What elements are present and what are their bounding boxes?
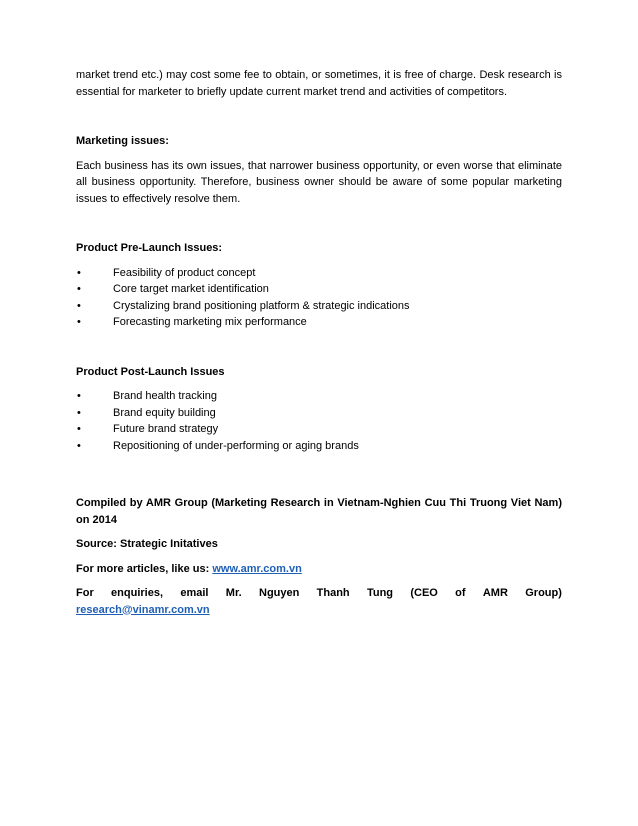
articles-prefix: For more articles, like us: bbox=[76, 562, 213, 575]
compiled-by-text: Compiled by AMR Group (Marketing Research in Vietnam-Nghien Cuu Thi Truong Viet Nam) on 2014 bbox=[76, 497, 562, 526]
list-item bbox=[76, 281, 562, 298]
list-item bbox=[76, 405, 562, 422]
enquiries-word: email bbox=[180, 587, 209, 599]
enquiries-word: For bbox=[76, 587, 94, 599]
bullet-icon: • bbox=[77, 283, 81, 295]
bullet-icon: • bbox=[77, 316, 81, 328]
bullet-icon: • bbox=[77, 266, 81, 279]
enquiries-word: Tung bbox=[366, 587, 394, 599]
enquiries-word: Nguyen bbox=[259, 587, 300, 599]
list-item-text: Future brand strategy bbox=[113, 423, 219, 435]
list-item-text: Core target market identification bbox=[113, 283, 269, 295]
list-item bbox=[76, 298, 562, 315]
enquiries-word: Mr. bbox=[225, 587, 242, 599]
pre-launch-list bbox=[76, 265, 562, 331]
enquiries-word: AMR bbox=[482, 587, 508, 599]
email-line bbox=[76, 602, 562, 619]
enquiries-word: Group) bbox=[525, 587, 562, 599]
intro-paragraph: market trend etc.) may cost some fee to obtain, or sometimes, it is free of charge. Desk research is essential for marketer to briefly update current market trend and activities of competitors. bbox=[76, 69, 562, 98]
amr-website-link[interactable]: www.amr.com.vn bbox=[212, 562, 302, 575]
enquiries-word: enquiries, bbox=[111, 587, 164, 599]
list-item-text: Feasibility of product concept bbox=[113, 266, 256, 279]
marketing-issues-heading: Marketing issues: bbox=[76, 135, 169, 147]
list-item bbox=[76, 438, 562, 455]
enquiries-word: Thanh bbox=[316, 587, 350, 599]
marketing-issues-paragraph: Each business has its own issues, that narrower business opportunity, or even worse that eliminate all business opportunity. Therefore, business owner should be aware of some popular marketing issues to effectively resolve them. bbox=[76, 159, 562, 205]
post-launch-list bbox=[76, 388, 562, 454]
bullet-icon: • bbox=[77, 439, 81, 452]
list-item-text: Brand health tracking bbox=[113, 390, 217, 402]
articles-line bbox=[76, 561, 562, 578]
enquiries-line bbox=[76, 585, 562, 602]
list-item bbox=[76, 388, 562, 405]
bullet-icon: • bbox=[77, 406, 81, 419]
list-item bbox=[76, 421, 562, 438]
list-item bbox=[76, 314, 562, 331]
enquiries-word: (CEO bbox=[410, 587, 438, 599]
post-launch-heading: Product Post-Launch Issues bbox=[76, 365, 225, 378]
email-link[interactable]: research@vinamr.com.vn bbox=[76, 603, 210, 616]
pre-launch-heading: Product Pre-Launch Issues: bbox=[76, 242, 223, 254]
document-page bbox=[76, 67, 562, 618]
list-item-text: Forecasting marketing mix performance bbox=[113, 316, 307, 328]
bullet-icon: • bbox=[77, 390, 81, 402]
list-item bbox=[76, 265, 562, 282]
enquiries-word: of bbox=[455, 587, 466, 599]
source-text: Source: Strategic Initatives bbox=[76, 538, 218, 550]
bullet-icon: • bbox=[77, 423, 81, 435]
list-item-text: Brand equity building bbox=[113, 406, 216, 419]
list-item-text: Crystalizing brand positioning platform & strategic indications bbox=[113, 299, 410, 312]
list-item-text: Repositioning of under-performing or aging brands bbox=[113, 439, 359, 452]
bullet-icon: • bbox=[77, 299, 81, 312]
